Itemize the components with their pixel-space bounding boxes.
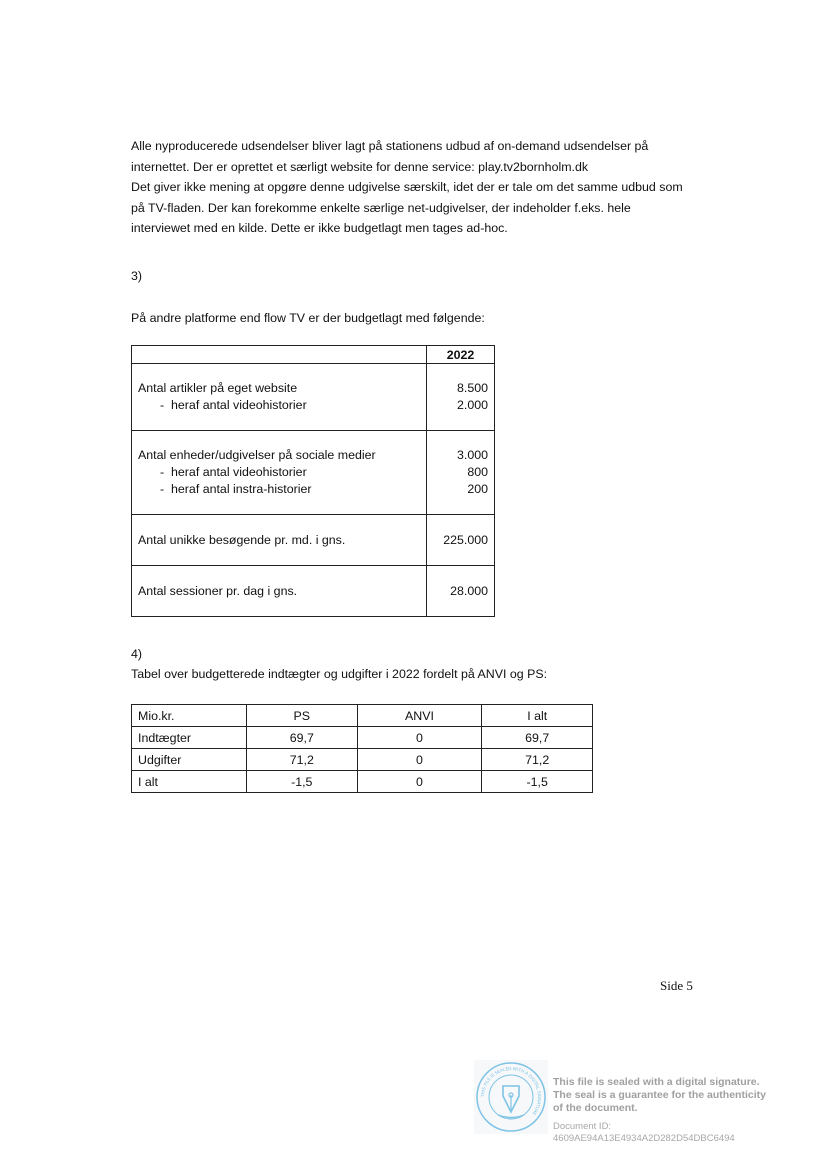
document-id-value: 4609AE94A13E4934A2D282D54DBC6494 xyxy=(553,1133,735,1144)
intro-line: Det giver ikke mening at opgøre denne udgivelse særskilt, idet der er tale om det samme udbud som xyxy=(131,180,683,195)
section-3-lead: På andre platforme end flow TV er der budgetlagt med følgende: xyxy=(131,311,485,325)
header-cell: I alt xyxy=(482,705,593,727)
table-cell: Udgifter xyxy=(132,749,247,771)
table-cell: 69,7 xyxy=(247,727,358,749)
seal-ring-text: THIS FILE IS SEALED WITH A DIGITAL SIGNATURE xyxy=(479,1065,543,1117)
sub-row-label: - heraf antal instra-historier xyxy=(160,482,312,496)
section-3-number: 3) xyxy=(131,269,143,283)
intro-line: på TV-fladen. Der kan forekomme enkelte særlige net-udgivelser, der indeholder f.eks. hele xyxy=(131,200,631,215)
table-cell: 71,2 xyxy=(482,749,593,771)
seal-text-line: This file is sealed with a digital signature. xyxy=(553,1076,760,1088)
table-cell: -1,5 xyxy=(247,771,358,793)
table-cell: 71,2 xyxy=(247,749,358,771)
row-value: 8.500 xyxy=(456,381,488,395)
header-cell: ANVI xyxy=(357,705,482,727)
section-4-number: 4) xyxy=(131,647,143,661)
seal-text-line: The seal is a guarantee for the authenticity xyxy=(553,1089,766,1101)
table-row xyxy=(132,566,495,617)
header-cell: PS xyxy=(247,705,358,727)
table-row xyxy=(132,364,495,431)
row-value: 3.000 xyxy=(456,448,488,462)
sub-row-label: - heraf antal videohistorier xyxy=(160,398,307,412)
year-header: 2022 xyxy=(427,346,495,364)
section-4-lead: Tabel over budgetterede indtægter og udgifter i 2022 fordelt på ANVI og PS: xyxy=(131,667,548,681)
seal-statement xyxy=(553,1076,766,1115)
seal-text-line: of the document. xyxy=(553,1102,638,1114)
row-label: Antal enheder/udgivelser på sociale medier xyxy=(138,448,376,462)
intro-paragraph xyxy=(131,136,731,239)
table-cell: -1,5 xyxy=(482,771,593,793)
page-number: Side 5 xyxy=(660,978,693,993)
sub-row-value: 800 xyxy=(467,465,488,479)
sub-row-value: 2.000 xyxy=(456,398,488,412)
table-row xyxy=(132,431,495,515)
table-cell: 0 xyxy=(357,771,482,793)
sub-row-label: - heraf antal videohistorier xyxy=(160,465,307,479)
intro-line: interviewet med en kilde. Dette er ikke budgetlagt men tages ad-hoc. xyxy=(131,221,508,236)
table-cell: 69,7 xyxy=(482,727,593,749)
table-cell: 0 xyxy=(357,749,482,771)
row-label: Antal unikke besøgende pr. md. i gns. xyxy=(132,515,427,566)
row-value-cell xyxy=(427,364,495,431)
row-label-cell xyxy=(132,364,427,431)
table-header-row xyxy=(132,346,495,364)
row-label-cell xyxy=(132,431,427,515)
table-row xyxy=(132,771,593,793)
sub-row-value: 200 xyxy=(467,482,488,496)
table-cell: 0 xyxy=(357,727,482,749)
table-row xyxy=(132,727,593,749)
document-id xyxy=(553,1121,735,1145)
intro-line: Alle nyproducerede udsendelser bliver lagt på stationens udbud af on-demand udsendelser på xyxy=(131,139,649,153)
budget-split-table xyxy=(131,704,593,793)
digital-seal xyxy=(474,1060,774,1160)
table-row xyxy=(132,749,593,771)
table-cell: Indtægter xyxy=(132,727,247,749)
table-header-row xyxy=(132,705,593,727)
row-value: 225.000 xyxy=(427,515,495,566)
table-header-blank xyxy=(132,346,427,364)
platform-budget-table xyxy=(131,345,495,617)
table-cell: I alt xyxy=(132,771,247,793)
row-value: 28.000 xyxy=(427,566,495,617)
header-cell: Mio.kr. xyxy=(132,705,247,727)
seal-pen-icon xyxy=(474,1060,548,1134)
row-label: Antal sessioner pr. dag i gns. xyxy=(132,566,427,617)
row-value-cell xyxy=(427,431,495,515)
intro-line: internettet. Der er oprettet et særligt website for denne service: play.tv2bornholm.dk xyxy=(131,159,589,174)
row-label: Antal artikler på eget website xyxy=(138,381,298,395)
table-row xyxy=(132,515,495,566)
document-id-label: Document ID: xyxy=(553,1121,612,1132)
